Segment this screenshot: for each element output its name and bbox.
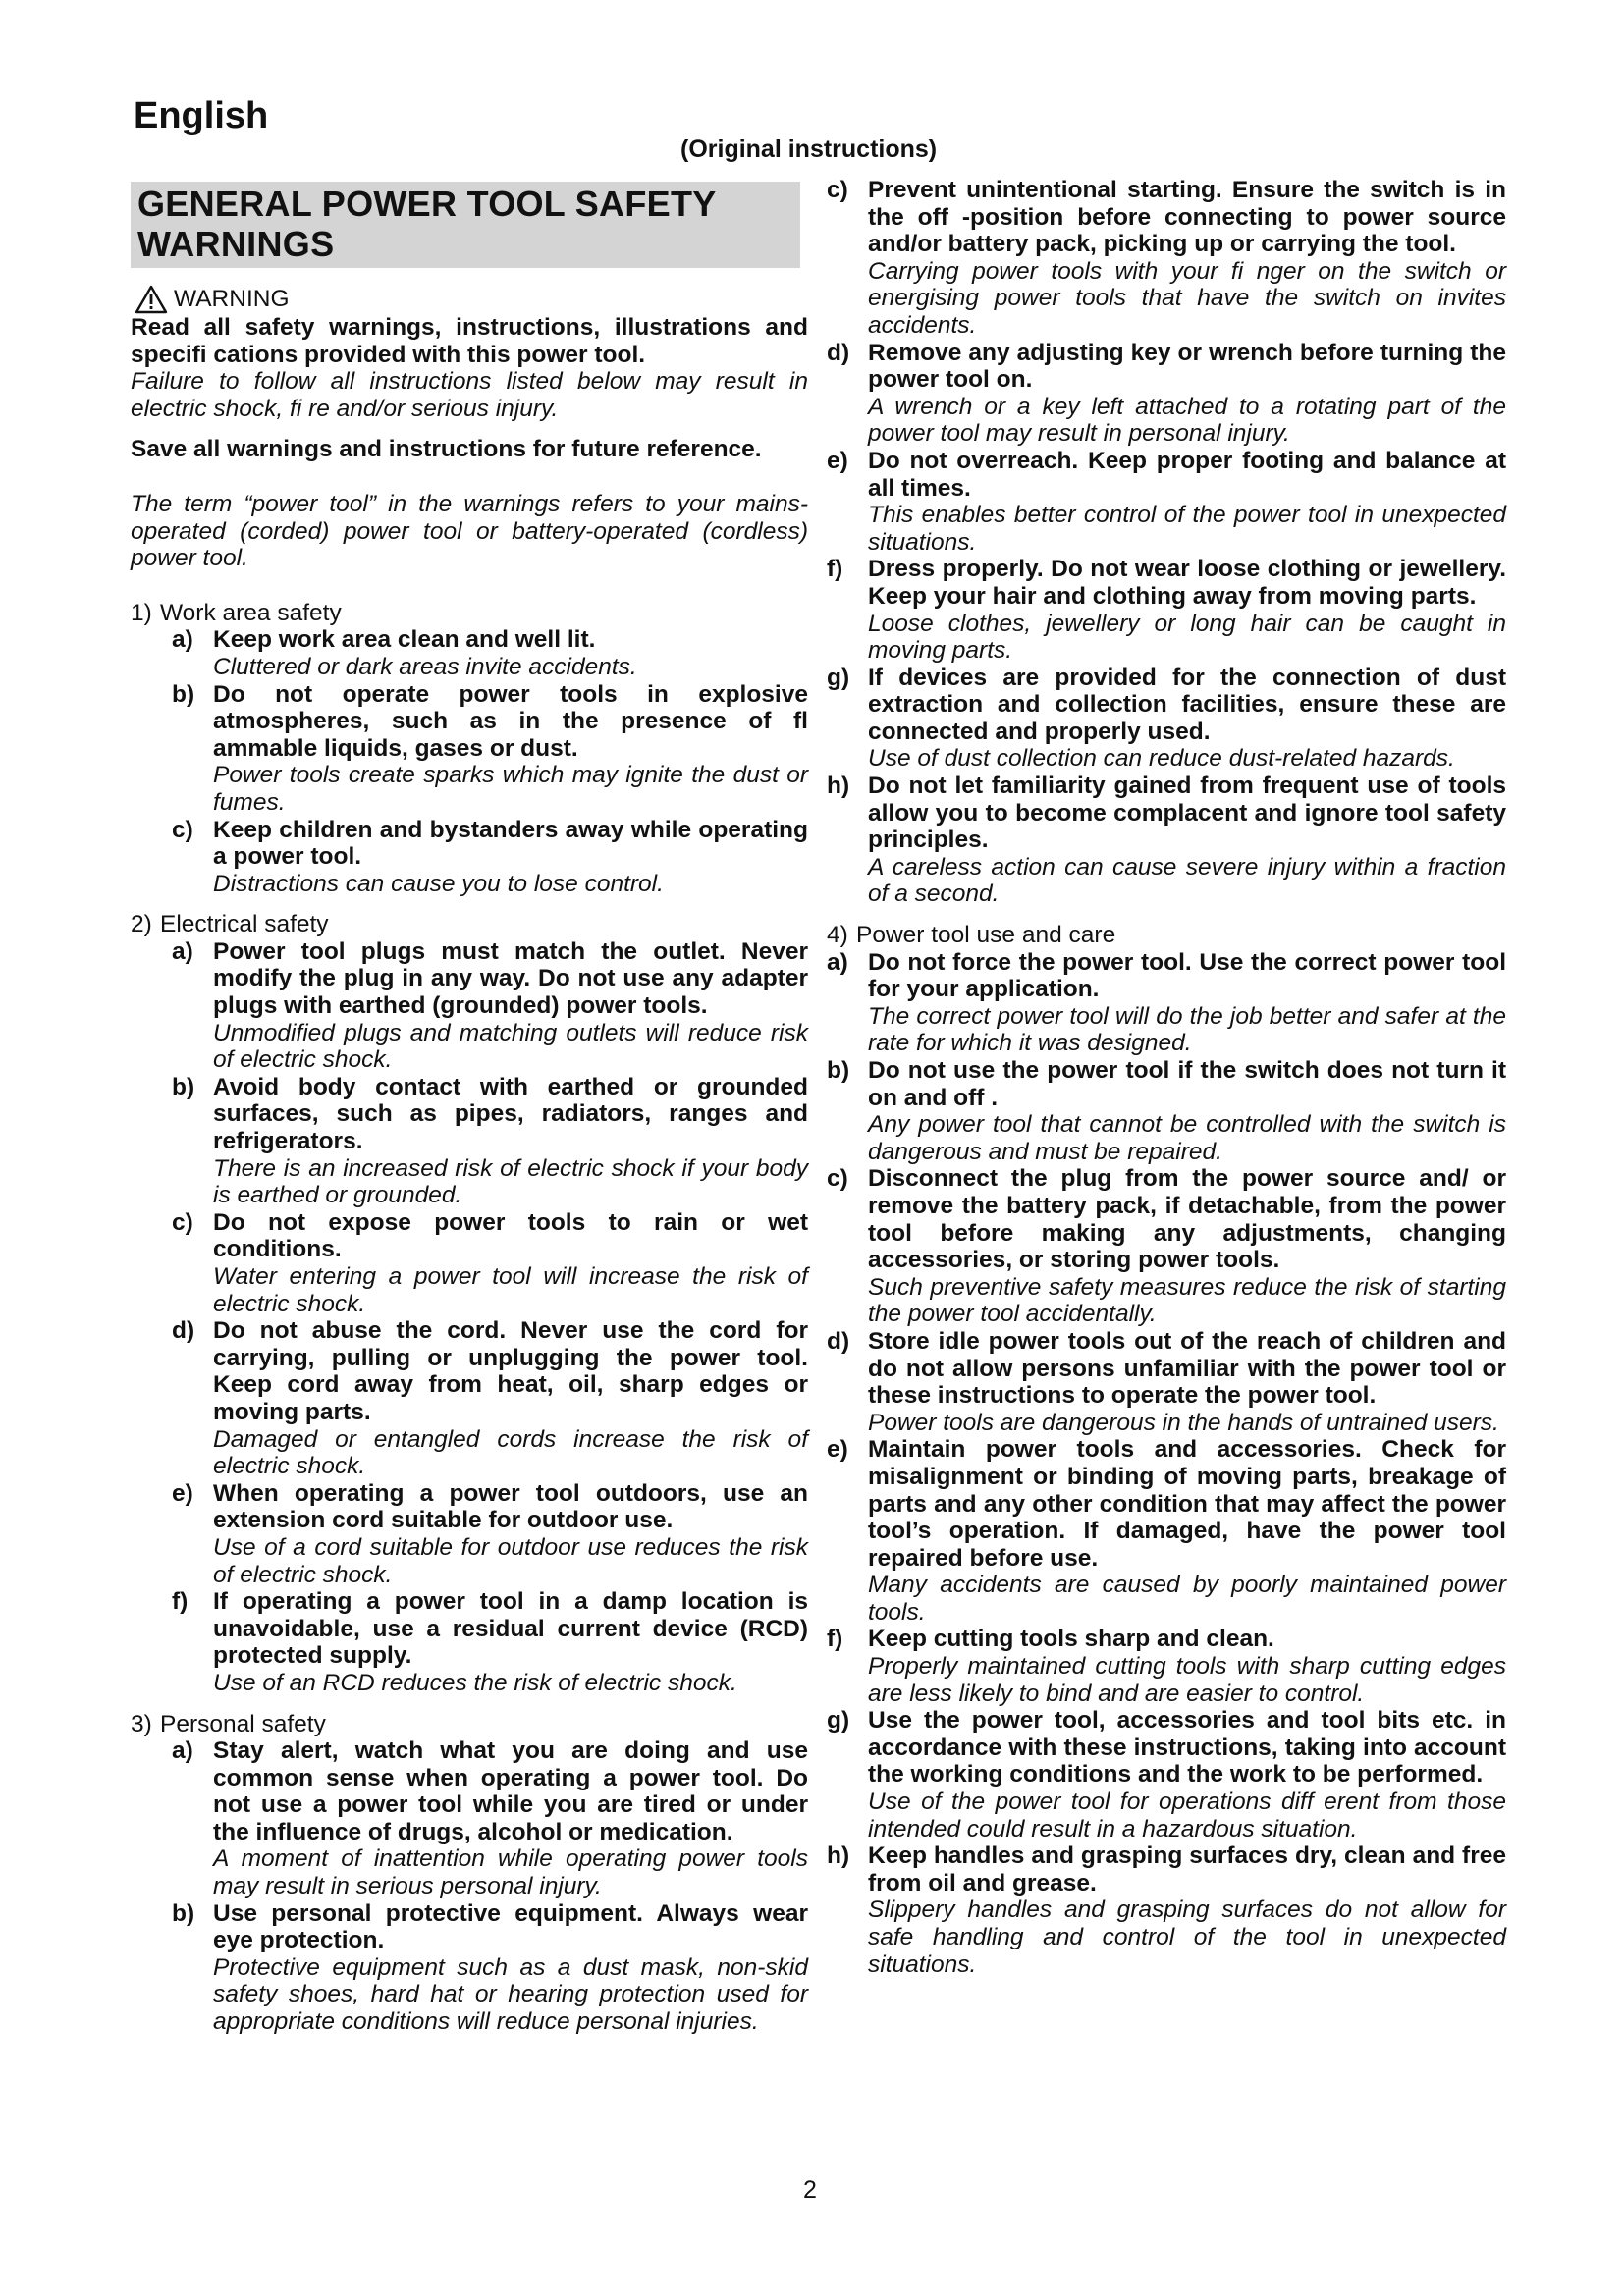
list-item [827,448,1506,502]
item-label: d) [827,1327,850,1355]
list-item [172,938,808,1020]
item-text: Keep cutting tools sharp and clean. [868,1626,1274,1653]
list-item [172,817,808,871]
item-text: Do not expose power tools to rain or wet conditions. [213,1208,808,1263]
list-item [172,681,808,763]
item-note: Loose clothes, jewellery or long hair can be caught in moving parts. [868,610,1506,665]
item-label: c) [172,816,193,843]
item-label: a) [172,626,193,654]
item-note: Unmodified plugs and matching outlets will reduce risk of electric shock. [213,1019,808,1074]
item-label: h) [827,773,850,800]
item-label: b) [172,1899,195,1927]
warning-heading [135,285,808,314]
item-label: f) [827,1626,843,1653]
item-text: Power tool plugs must match the outlet. Never modify the plug in any way. Do not use any adapter plugs with earthed (grounded) power tools. [213,937,808,1020]
left-column [131,281,808,2036]
page-title: GENERAL POWER TOOL SAFETY WARNINGS [137,184,716,264]
item-text: Do not operate power tools in explosive atmospheres, such as in the presence of fl ammable liquids, gases or dust. [213,680,808,762]
item-note: Any power tool that cannot be controlled with the switch is dangerous and must be repaired. [868,1111,1506,1165]
item-note: Use of the power tool for operations diff erent from those intended could result in a hazardous situation. [868,1789,1506,1842]
item-note: Protective equipment such as a dust mask, non-skid safety shoes, hard hat or hearing protection used for appropriate conditions will reduce personal injuries. [213,1953,808,2036]
list-item [172,1737,808,1845]
list-item [827,1165,1506,1273]
item-label: c) [172,1208,193,1236]
item-label: b) [172,680,195,708]
item-note: There is an increased risk of electric shock if your body is earthed or grounded. [213,1154,808,1209]
list-item [827,665,1506,746]
item-text: Do not overreach. Keep proper footing and balance at all times. [868,447,1506,502]
section-title: Work area safety [160,599,342,626]
item-label: a) [172,937,193,965]
list-item [172,1588,808,1670]
section-number: 1) [131,599,152,626]
item-text: If operating a power tool in a damp location is unavoidable, use a residual current device (RCD) protected supply. [213,1588,808,1670]
item-label: b) [827,1057,850,1084]
item-label: e) [827,1436,848,1464]
warning-read-all: Read all safety warnings, instructions, illustrations and specifi cations provided with this power tool. [131,314,808,368]
item-text: If devices are provided for the connection of dust extraction and collection facilities, ensure these are connected and properly used. [868,664,1506,745]
item-note: Use of an RCD reduces the risk of electric shock. [213,1669,737,1696]
item-note: Damaged or entangled cords increase the risk of electric shock. [213,1425,808,1480]
item-text: Keep work area clean and well lit. [213,626,596,654]
section-number: 4) [827,922,848,949]
list-item [172,1209,808,1263]
item-note: A wrench or a key left attached to a rotating part of the power tool may result in personal injury. [868,393,1506,448]
section-personal-safety [131,1711,808,1738]
item-text: Avoid body contact with earthed or grounded surfaces, such as pipes, radiators, ranges and refrigerators. [213,1073,808,1155]
item-text: Use the power tool, accessories and tool bits etc. in accordance with these instructions, taking into account the working conditions and the work to be performed. [868,1707,1506,1789]
item-note: Power tools create sparks which may ignite the dust or fumes. [213,762,808,816]
item-label: g) [827,1707,850,1735]
item-note: Power tools are dangerous in the hands of untrained users. [868,1409,1499,1436]
item-note: This enables better control of the power tool in unexpected situations. [868,502,1506,556]
list-item [172,1074,808,1155]
item-text: Do not force the power tool. Use the correct power tool for your application. [868,948,1506,1003]
section-electrical-safety [131,911,808,938]
item-note: A moment of inattention while operating power tools may result in serious personal injury. [213,1845,808,1900]
warning-label: WARNING [174,286,290,313]
item-note: Slippery handles and grasping surfaces do not allow for safe handling and control of the tool in unexpected situations. [868,1896,1506,1978]
item-text: Keep children and bystanders away while operating a power tool. [213,816,808,871]
list-item [827,1057,1506,1111]
list-item [172,1480,808,1534]
item-label: d) [827,339,850,366]
list-item [827,340,1506,394]
list-item [827,556,1506,610]
item-text: Keep handles and grasping surfaces dry, clean and free from oil and grease. [868,1842,1506,1896]
item-label: f) [827,556,843,583]
item-text: Store idle power tools out of the reach of children and do not allow persons unfamiliar with the power tool or these instructions to operate the power tool. [868,1327,1506,1410]
item-note: A careless action can cause severe injury within a fraction of a second. [868,853,1506,908]
item-label: h) [827,1842,850,1870]
section-title: Power tool use and care [856,922,1116,949]
item-text: Prevent unintentional starting. Ensure the switch is in the off -position before connecting to power source and/or battery pack, picking up or carrying the tool. [868,177,1506,258]
section-power-tool-use-and-care [827,922,1506,949]
item-note: Such preventive safety measures reduce the risk of starting the power tool accidentally. [868,1273,1506,1328]
item-note: The correct power tool will do the job better and safer at the rate for which it was designed. [868,1002,1506,1057]
item-text: Maintain power tools and accessories. Check for misalignment or binding of moving parts, breakage of parts and any other condition that may affect the power tool’s operation. If damaged, have the power tool repaired before use. [868,1436,1506,1572]
item-note: Use of dust collection can reduce dust-related hazards. [868,745,1455,773]
right-column [827,177,1506,1978]
item-label: e) [172,1479,193,1507]
item-note: Distractions can cause you to lose control. [213,870,664,897]
item-label: d) [172,1317,195,1345]
list-item [172,1317,808,1425]
item-label: a) [172,1737,193,1765]
item-note: Cluttered or dark areas invite accidents. [213,653,637,680]
item-text: Do not let familiarity gained from frequent use of tools allow you to become complacent and ignore tool safety principles. [868,773,1506,854]
item-text: Disconnect the plug from the power source and/ or remove the battery pack, if detachable, from the power tool before making any adjustments, changing accessories, or storing power tools. [868,1165,1506,1274]
item-note: Many accidents are caused by poorly maintained power tools. [868,1572,1506,1626]
power-tool-term: The term “power tool” in the warnings refers to your mains-operated (corded) power tool or battery-operated (cordless) power tool. [131,490,808,572]
item-label: c) [827,177,848,203]
item-note: Properly maintained cutting tools with sharp cutting edges are less likely to bind and are easier to control. [868,1653,1506,1707]
list-item [827,1436,1506,1572]
item-text: Remove any adjusting key or wrench before turning the power tool on. [868,339,1506,394]
item-note: Water entering a power tool will increase the risk of electric shock. [213,1263,808,1317]
item-label: a) [827,948,848,976]
list-item [172,626,808,654]
item-note: Carrying power tools with your fi nger on the switch or energising power tools that have the switch on invites accidents. [868,257,1506,339]
item-text: Use personal protective equipment. Always wear eye protection. [213,1899,808,1954]
section-work-area-safety [131,600,808,627]
section-number: 2) [131,911,152,938]
list-item [827,949,1506,1003]
save-warnings: Save all warnings and instructions for future reference. [131,436,762,463]
list-item [827,1626,1506,1653]
page-number: 2 [803,2176,817,2204]
list-item [827,1842,1506,1896]
item-label: e) [827,447,848,474]
item-label: f) [172,1588,189,1616]
warning-failure-note: Failure to follow all instructions listed below may result in electric shock, fi re and/or serious injury. [131,368,808,422]
warning-triangle-icon [135,285,168,314]
section-number: 3) [131,1710,152,1737]
list-item [827,177,1506,258]
item-text: Stay alert, watch what you are doing and use common sense when operating a power tool. Do not use a power tool while you are tired or under the influence of drugs, alcohol or medication. [213,1737,808,1845]
list-item [172,1900,808,1954]
item-note: Use of a cord suitable for outdoor use reduces the risk of electric shock. [213,1533,808,1588]
list-item [827,1328,1506,1410]
language-heading: English [134,95,269,136]
item-text: Do not use the power tool if the switch does not turn it on and off . [868,1057,1506,1111]
item-text: Do not abuse the cord. Never use the cord for carrying, pulling or unplugging the power tool. Keep cord away from heat, oil, sharp edges or moving parts. [213,1317,808,1425]
list-item [827,773,1506,854]
item-label: g) [827,664,850,691]
item-label: b) [172,1073,195,1100]
section-title: Electrical safety [160,911,329,938]
original-instructions-label: (Original instructions) [680,135,938,163]
list-item [827,1707,1506,1789]
section-title: Personal safety [160,1710,326,1737]
item-text: Dress properly. Do not wear loose clothing or jewellery. Keep your hair and clothing away from moving parts. [868,556,1506,610]
item-label: c) [827,1165,848,1193]
item-text: When operating a power tool outdoors, use an extension cord suitable for outdoor use. [213,1479,808,1534]
